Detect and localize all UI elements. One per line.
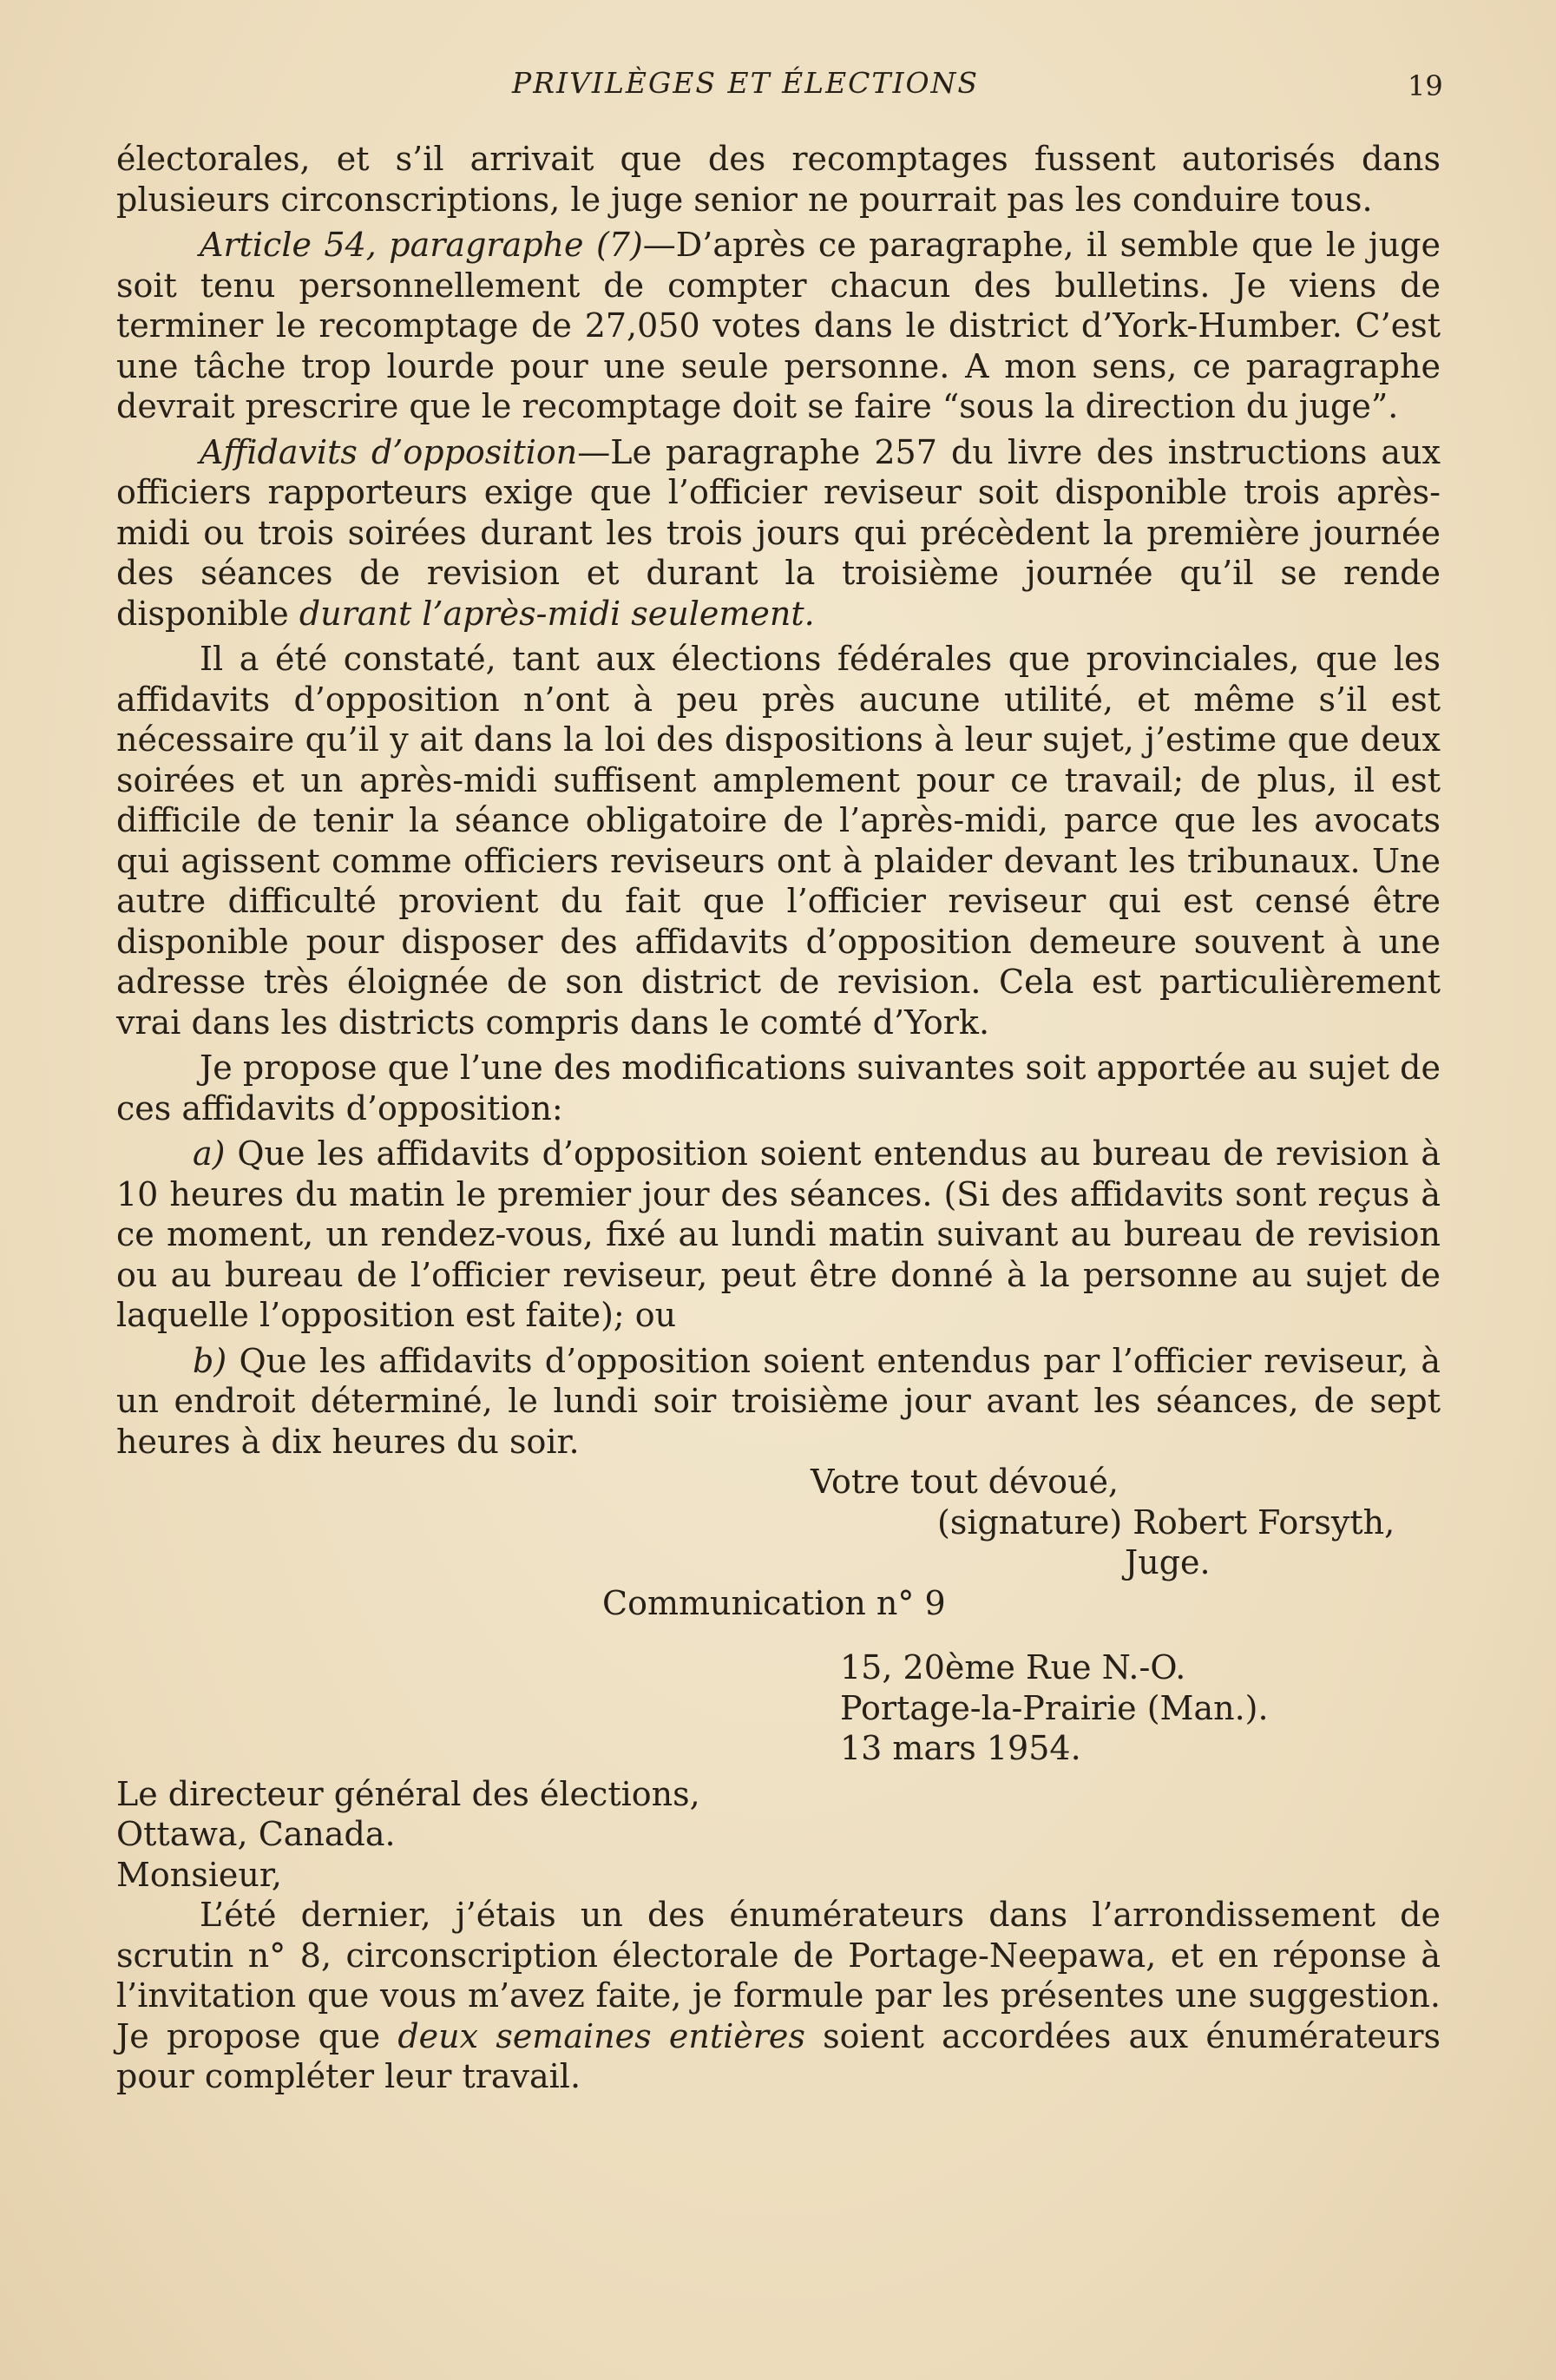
signature-title: Juge. xyxy=(1125,1543,1211,1581)
signature-line: (signature) Robert Forsyth, xyxy=(937,1502,1395,1542)
recipient-block xyxy=(116,1774,1441,1855)
paragraph-constatation: Il a été constaté, tant aux élections fédérales que provinciales, que les affidavits d’opposition n’ont à peu près aucune utilité, et même s’il est nécessaire qu’il y ait dans la loi des dispositions à leur sujet, j’estime que deux soirées et un après-midi suffisent amplement pour ce travail; de plus, il est difficile de tenir la séance obligatoire de l’après-midi, parce que les avocats qui agissent comme officiers reviseurs ont à plaider devant les tribunaux. Une autre difficulté provient du fait que l’officier reviseur qui est censé être disponible pour disposer des affidavits d’opposition demeure souvent à une adresse très éloignée de son district de revision. Cela est particulièrement vrai dans les districts compris dans le comté d’York. xyxy=(116,640,1441,1042)
paragraph-article-54 xyxy=(116,225,1441,427)
article-54-heading: Article 54, paragraphe (7) xyxy=(200,226,643,264)
paragraph-affidavits xyxy=(116,432,1441,634)
address-line-street: 15, 20ème Rue N.-O. xyxy=(840,1648,1186,1686)
recipient-title: Le directeur général des élections, xyxy=(116,1774,700,1813)
article-54-text: —D’après ce paragraphe, il semble que le juge soit tenu personnellement de compter chacun des bulletins. Je viens de terminer le recomptage de 27,050 votes dans le district d’York-Humber. C’est une tâche trop lourde pour une seule personne. A mon sens, ce paragraphe devrait prescrire que le recomptage doit se faire “sous la direction du juge”. xyxy=(116,226,1441,425)
option-a-label: a) xyxy=(193,1134,226,1173)
letter-body xyxy=(116,1895,1441,2097)
closing-formula: Votre tout dévoué, xyxy=(811,1463,1119,1501)
affidavits-emphasis: durant l’après-midi seulement. xyxy=(299,594,815,633)
running-title: PRIVILÈGES ET ÉLECTIONS xyxy=(512,66,980,100)
letter-body-emphasis: deux semaines entières xyxy=(397,2016,805,2055)
sender-address xyxy=(116,1647,1441,1769)
letter-body-start: L’été dernier, j’étais un des énumérateurs dans l’arrondissement de scrutin n° 8, circonscription électorale de Portage-Neepawa, et en réponse à l’invitation que vous m’avez faite, je formule par les présentes une suggestion. Je propose que xyxy=(116,1896,1441,2055)
page-number: 19 xyxy=(1408,69,1443,102)
option-b xyxy=(116,1341,1441,1463)
address-line-city: Portage-la-Prairie (Man.). xyxy=(840,1688,1269,1727)
salutation: Monsieur, xyxy=(116,1855,282,1894)
affidavits-text: —Le paragraphe 257 du livre des instructions aux officiers rapporteurs exige que l’officier reviseur soit disponible trois après-midi ou trois soirées durant les trois jours qui précèdent la première journée des séances de revision et durant la troisième journée qu’il se rende disponible xyxy=(116,432,1441,633)
affidavits-heading: Affidavits d’opposition xyxy=(200,432,578,471)
letter-body-end: soient accordées aux énumérateurs pour compléter leur travail. xyxy=(116,2016,1441,2095)
communication-heading: Communication n° 9 xyxy=(602,1583,946,1622)
option-a-text: Que les affidavits d’opposition soient entendus au bureau de revision à 10 heures du matin le premier jour des séances. (Si des affidavits sont reçus à ce moment, un rendez-vous, fixé au lundi matin suivant au bureau de revision ou au bureau de l’officier reviseur, peut être donné à la personne au sujet de laquelle l’opposition est faite); ou xyxy=(116,1134,1441,1334)
option-b-text: Que les affidavits d’opposition soient entendus par l’officier reviseur, à un endroit déterminé, le lundi soir troisième jour avant les séances, de sept heures à dix heures du soir. xyxy=(116,1341,1441,1461)
running-header xyxy=(0,59,1556,102)
paragraph-continuation: électorales, et s’il arrivait que des recomptages fussent autorisés dans plusieurs circonscriptions, le juge senior ne pourrait pas les conduire tous. xyxy=(116,140,1441,219)
option-b-label: b) xyxy=(193,1341,227,1380)
page-text xyxy=(116,139,1441,2097)
letter-date: 13 mars 1954. xyxy=(840,1729,1081,1767)
paragraph-proposition: Je propose que l’une des modifications suivantes soit apportée au sujet de ces affidavits d’opposition: xyxy=(116,1049,1441,1128)
recipient-city: Ottawa, Canada. xyxy=(116,1815,396,1853)
option-a xyxy=(116,1134,1441,1336)
